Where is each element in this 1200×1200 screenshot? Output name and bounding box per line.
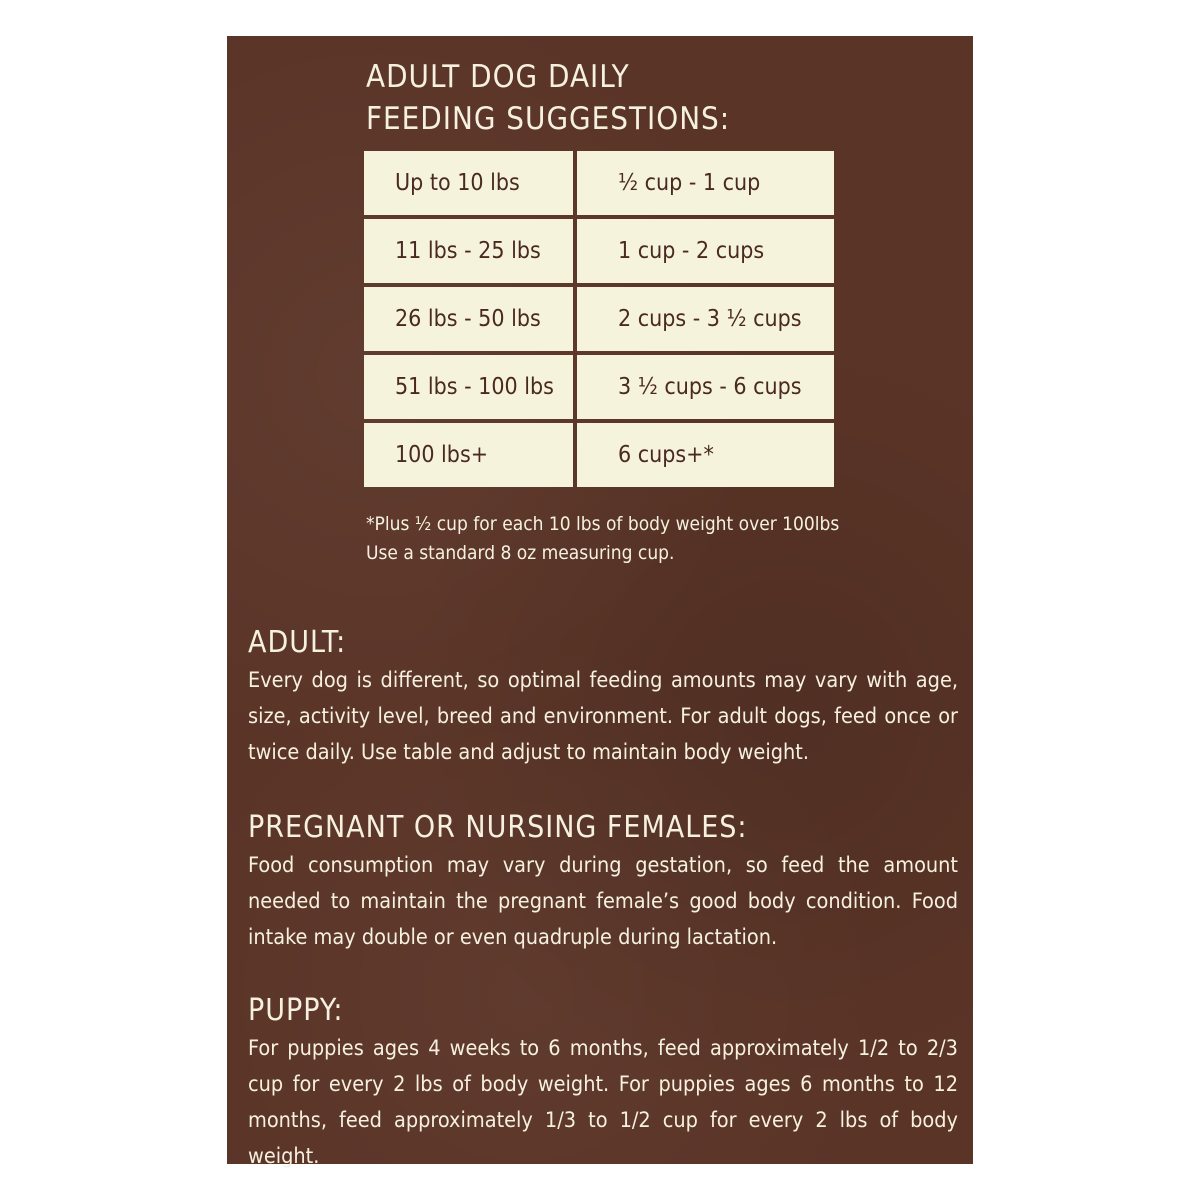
adult-body: Every dog is different, so optimal feeding amounts may vary with age, size, activity level, breed and environment. For adult dogs, feed once or twice daily. Use table and adjust to maintain body weight. (248, 668, 958, 765)
feeding-title-line-1: ADULT DOG DAILY (366, 59, 630, 95)
weight-cell: 51 lbs - 100 lbs (364, 355, 573, 419)
adult-section (248, 623, 958, 771)
amount-cell: ½ cup - 1 cup (577, 151, 834, 215)
amount-cell: 1 cup - 2 cups (577, 219, 834, 283)
pregnant-section (248, 808, 958, 956)
pregnant-body: Food consumption may vary during gestation, so feed the amount needed to maintain the pregnant female’s good body condition. Food intake may double or even quadruple during lactation. (248, 853, 958, 950)
table-footnote (366, 510, 839, 568)
puppy-body: For puppies ages 4 weeks to 6 months, feed approximately 1/2 to 2/3 cup for every 2 lbs of body weight. For puppies ages 6 months to 12 months, feed approximately 1/3 to 1/2 cup for every 2 lbs of body weight. (248, 1036, 958, 1169)
feeding-guide-panel (227, 36, 973, 1169)
amount-cell: 6 cups+* (577, 423, 834, 487)
weight-cell: 100 lbs+ (364, 423, 573, 487)
footnote-line-2: Use a standard 8 oz measuring cup. (366, 542, 675, 564)
footnote-line-1: *Plus ½ cup for each 10 lbs of body weight over 100lbs (366, 513, 840, 535)
puppy-heading: PUPPY: (248, 993, 344, 1028)
table-row (364, 151, 834, 215)
weight-cell: 26 lbs - 50 lbs (364, 287, 573, 351)
table-row (364, 423, 834, 487)
amount-cell: 2 cups - 3 ½ cups (577, 287, 834, 351)
adult-heading: ADULT: (248, 625, 347, 660)
puppy-section (248, 991, 958, 1175)
weight-cell: 11 lbs - 25 lbs (364, 219, 573, 283)
table-row (364, 355, 834, 419)
table-row (364, 287, 834, 351)
feeding-table (364, 151, 834, 491)
weight-cell: Up to 10 lbs (364, 151, 573, 215)
feeding-title (366, 56, 730, 140)
table-row (364, 219, 834, 283)
feeding-title-line-2: FEEDING SUGGESTIONS: (366, 101, 731, 137)
amount-cell: 3 ½ cups - 6 cups (577, 355, 834, 419)
pregnant-heading: PREGNANT OR NURSING FEMALES: (248, 810, 748, 845)
